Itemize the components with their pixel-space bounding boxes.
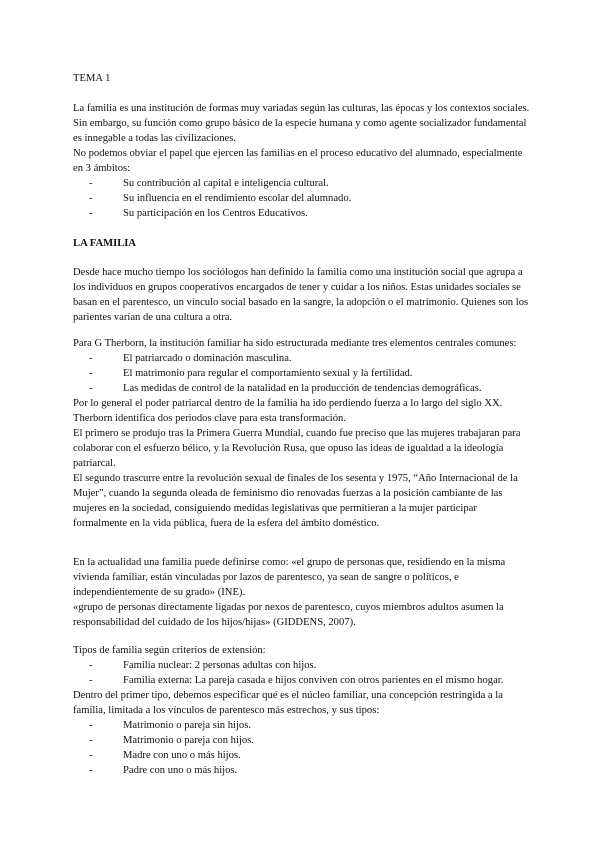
list-item: - Las medidas de control de la natalidad en la producción de tendencias demográficas.: [89, 381, 533, 396]
therborn-paragraph-1: Por lo general el poder patriarcal dentro de la familia ha ido perdiendo fuerza a lo largo del siglo XX. Therborn identifica dos periodos clave para esta transformación.: [73, 398, 503, 424]
therborn-list: [73, 351, 533, 396]
list-item: - Familia externa: La pareja casada e hijos conviven con otros parientes en el mismo hogar.: [89, 673, 533, 688]
tipos-block: [73, 643, 533, 778]
nucleo-list: [73, 718, 533, 778]
heading-tema: TEMA 1: [73, 73, 111, 84]
list-item: - Matrimonio o pareja con hijos.: [89, 733, 533, 748]
definitions-block: [73, 555, 533, 630]
therborn-paragraph-2: El primero se produjo tras la Primera Guerra Mundial, cuando fue preciso que las mujeres trabajaran para colaborar con el esfuerzo bélico, y la Revolución Rusa, que opuso las ideas de igualdad a la ideología patriarcal.: [73, 428, 521, 469]
list-item: - Padre con uno o más hijos.: [89, 763, 533, 778]
intro-paragraph-1: La familia es una institución de formas muy variadas según las culturas, las épocas y los contextos sociales. Sin embargo, su función como grupo básico de la especie humana y como agente socializador fundamental es innegable a todas las civilizaciones.: [73, 103, 530, 144]
list-item: - El matrimonio para regular el comportamiento sexual y la fertilidad.: [89, 366, 533, 381]
therborn-intro: Para G Therborn, la institución familiar ha sido estructurada mediante tres elementos centrales comunes:: [73, 338, 517, 349]
tipos-intro: Tipos de familia según criterios de extensión:: [73, 645, 266, 656]
ambitos-list: [73, 176, 533, 221]
list-item: - Su influencia en el rendimiento escolar del alumnado.: [89, 191, 533, 206]
section-title: LA FAMILIA: [73, 238, 137, 249]
definition-ine: En la actualidad una familia puede definirse como: «el grupo de personas que, residiendo en la misma vivienda familiar, están vinculadas por lazos de parentesco, ya sean de sangre o políticos, e independientemente de su grado» (INE).: [73, 557, 506, 598]
list-item: - Madre con uno o más hijos.: [89, 748, 533, 763]
intro-paragraph-2: No podemos obviar el papel que ejercen las familias en el proceso educativo del alumnado, especialmente en 3 ámbitos:: [73, 148, 523, 174]
nucleo-paragraph: Dentro del primer tipo, debemos especificar qué es el núcleo familiar, una concepción restringida a la familia, limitada a los vínculos de parentesco más estrechos, y sus tipos:: [73, 690, 503, 716]
list-item: - Su contribución al capital e inteligencia cultural.: [89, 176, 533, 191]
definition-giddens: «grupo de personas directamente ligadas por nexos de parentesco, cuyos miembros adultos asumen la responsabilidad del cuidado de los hijos/hijas» (GIDDENS, 2007).: [73, 602, 504, 628]
intro-block: [73, 101, 533, 221]
list-item: - Matrimonio o pareja sin hijos.: [89, 718, 533, 733]
definition-paragraph: Desde hace mucho tiempo los sociólogos han definido la familia como una institución social que agrupa a los individuos en grupos cooperativos encargados de tener y cuidar a los niños. Estas unidades sociales se basan en el parentesco, un vínculo social basado en la sangre, la adopción o el matrimonio. Quienes son los parientes varían de una cultura a otra.: [73, 267, 529, 323]
therborn-block: [73, 336, 533, 531]
list-item: - Familia nuclear: 2 personas adultas con hijos.: [89, 658, 533, 673]
list-item: - El patriarcado o dominación masculina.: [89, 351, 533, 366]
tipos-list: [73, 658, 533, 688]
therborn-paragraph-3: El segundo trascurre entre la revolución sexual de finales de los sesenta y 1975, “Año Internacional de la Mujer”, cuando la segunda oleada de feminismo dio renovadas fuerzas a la posición cambiante de las mujeres en la sociedad, consiguiendo medidas legislativas que permitieran a la mujer participar formalmente en la vida pública, fuera de la esfera del ámbito doméstico.: [73, 473, 518, 529]
list-item: - Su participación en los Centros Educativos.: [89, 206, 533, 221]
